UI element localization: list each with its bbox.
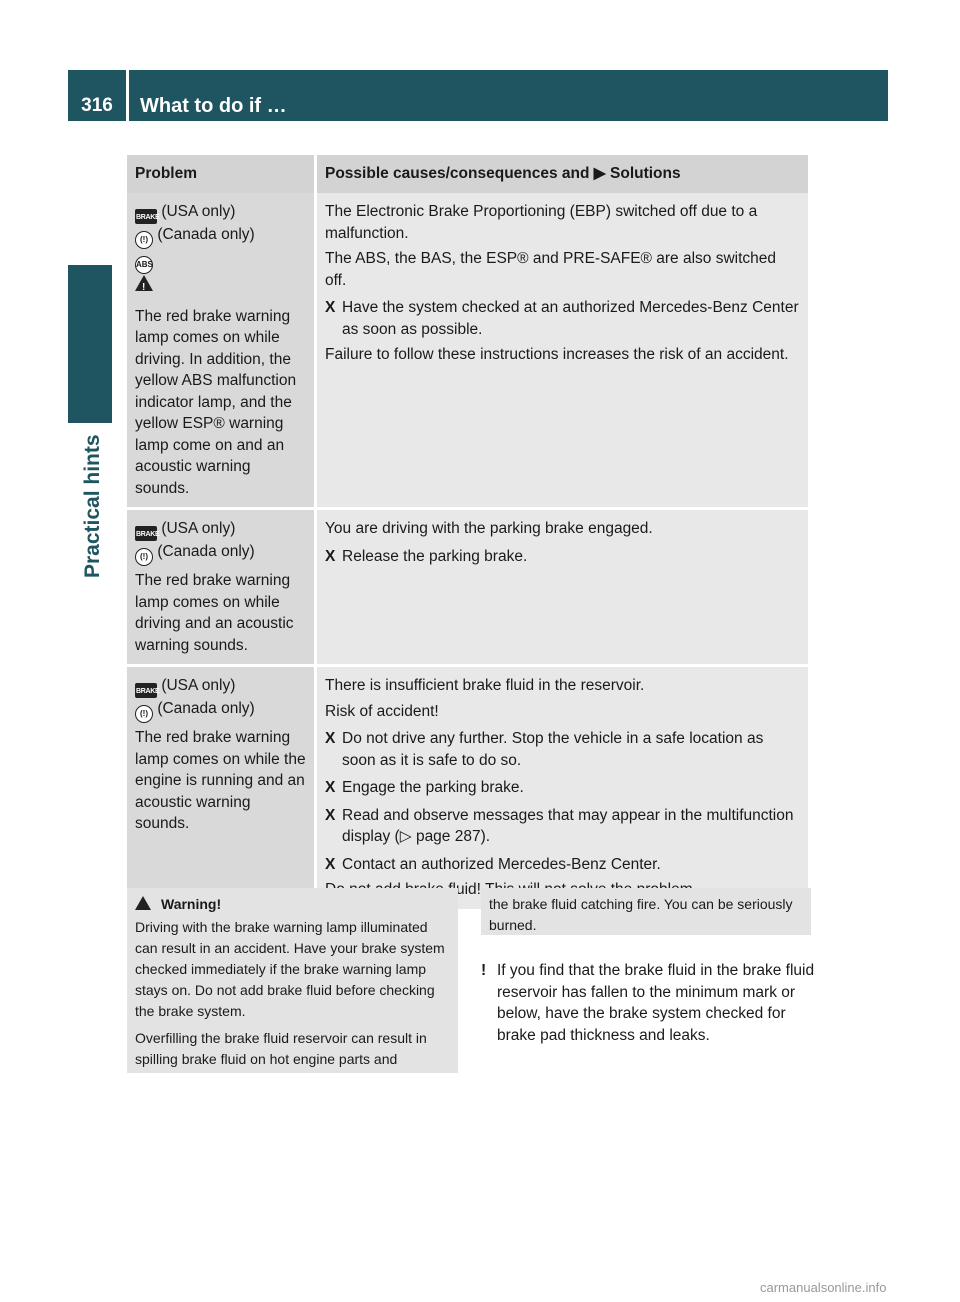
brake-circle-icon: (!)	[135, 705, 153, 723]
action-text: Contact an authorized Mercedes-Benz Center.	[342, 855, 661, 873]
action-item	[325, 854, 801, 876]
page-number: 316	[81, 95, 113, 116]
cause-text: Risk of accident!	[325, 702, 439, 720]
warning-heading	[135, 894, 452, 915]
table-row	[127, 193, 810, 509]
warning-paragraph: Driving with the brake warning lamp illuminated can result in an accident. Have your brake system checked immediately if the brake warning lamp stays on. Do not add brake fluid before checking the brake system.	[135, 919, 445, 1019]
action-item	[325, 728, 801, 771]
note-text: If you find that the brake fluid in the brake fluid reservoir has fallen to the minimum mark or below, have the brake system checked for brake pad thickness and leaks.	[497, 962, 815, 1044]
table-row	[127, 509, 810, 666]
solution-cell	[316, 509, 810, 666]
header-divider	[126, 70, 129, 121]
problem-text: The red brake warning lamp comes on while driving. In addition, the yellow ABS malfunction indicator lamp, and the yellow ESP® warning lamp come on and an acoustic warning sounds.	[135, 307, 297, 497]
action-item	[325, 546, 801, 568]
problem-cell	[127, 193, 316, 509]
consequence-text: fluid!	[448, 881, 481, 898]
warning-box	[127, 888, 458, 1073]
action-text: Release the parking brake.	[342, 547, 528, 565]
solution-cell	[316, 666, 810, 911]
abs-icon: ABS	[135, 256, 153, 274]
side-tab-label: Practical hints	[81, 434, 104, 578]
cause-text: The Electronic Brake Proportioning (EBP) switched off due to a malfunction.	[325, 203, 758, 242]
icon-label: (Canada only)	[157, 543, 255, 560]
col-header-problem: Problem	[127, 155, 316, 193]
action-item	[325, 777, 801, 799]
brake-circle-icon: (!)	[135, 548, 153, 566]
warning-paragraph: Overfilling the brake fluid reservoir can result in spilling brake fluid on hot engine parts and	[135, 1030, 427, 1067]
icon-label: (USA only)	[161, 677, 236, 694]
page-title: What to do if …	[140, 95, 287, 117]
table-row	[127, 666, 810, 911]
side-tab-block	[68, 265, 112, 423]
brake-icon: BRAKE	[135, 526, 157, 541]
action-text: Have the system checked at an authorized Mercedes-Benz Center as soon as possible.	[342, 299, 799, 338]
icon-label: (USA only)	[161, 203, 236, 220]
warning-continuation: the brake fluid catching fire. You can be seriously burned.	[481, 888, 811, 935]
problem-cell	[127, 666, 316, 911]
cause-text: There is insufficient brake fluid in the reservoir.	[325, 677, 645, 694]
problem-text: The red brake warning lamp comes on while driving and an acoustic warning sounds.	[135, 572, 294, 654]
warning-title: Warning!	[161, 896, 222, 912]
solution-cell	[316, 193, 810, 509]
brake-icon: BRAKE	[135, 209, 157, 224]
action-marker-icon: X	[325, 855, 336, 873]
watermark: carmanualsonline.info	[760, 1280, 887, 1295]
problem-table	[127, 155, 811, 912]
warning-triangle-icon	[135, 896, 151, 910]
action-marker-icon: X	[325, 299, 336, 316]
problem-cell	[127, 509, 316, 666]
action-item	[325, 805, 801, 848]
page-header	[68, 70, 888, 121]
cause-text: You are driving with the parking brake engaged.	[325, 520, 653, 537]
warning-triangle-icon	[135, 275, 153, 291]
icon-label: (Canada only)	[157, 226, 255, 243]
action-marker-icon: X	[325, 547, 336, 565]
note-block	[481, 960, 816, 1046]
icon-label: (USA only)	[161, 520, 236, 537]
action-marker-icon: X	[325, 806, 336, 824]
cause-text: The ABS, the BAS, the ESP® and PRE-SAFE® are also switched off.	[325, 250, 777, 289]
action-text: Read and observe messages that may appear in the multifunction display (▷ page 287).	[342, 806, 794, 845]
brake-circle-icon: (!)	[135, 231, 153, 249]
action-marker-icon: X	[325, 779, 336, 796]
note-mark-icon: !	[481, 962, 487, 979]
brake-icon: BRAKE	[135, 683, 157, 698]
action-text: Engage the parking brake.	[342, 779, 524, 796]
problem-text: The red brake warning lamp comes on while the engine is running and an acoustic warning sounds.	[135, 729, 306, 832]
action-text: Do not drive any further. Stop the vehicle in a safe location as soon as it is safe to do so.	[342, 730, 764, 769]
action-marker-icon: X	[325, 730, 336, 747]
action-item	[325, 297, 801, 340]
consequence-text: Failure to follow these instructions increases the risk of an accident.	[325, 346, 789, 363]
icon-label: (Canada only)	[157, 700, 255, 717]
col-header-solutions: Possible causes/consequences and ▶ Solutions	[316, 155, 810, 193]
